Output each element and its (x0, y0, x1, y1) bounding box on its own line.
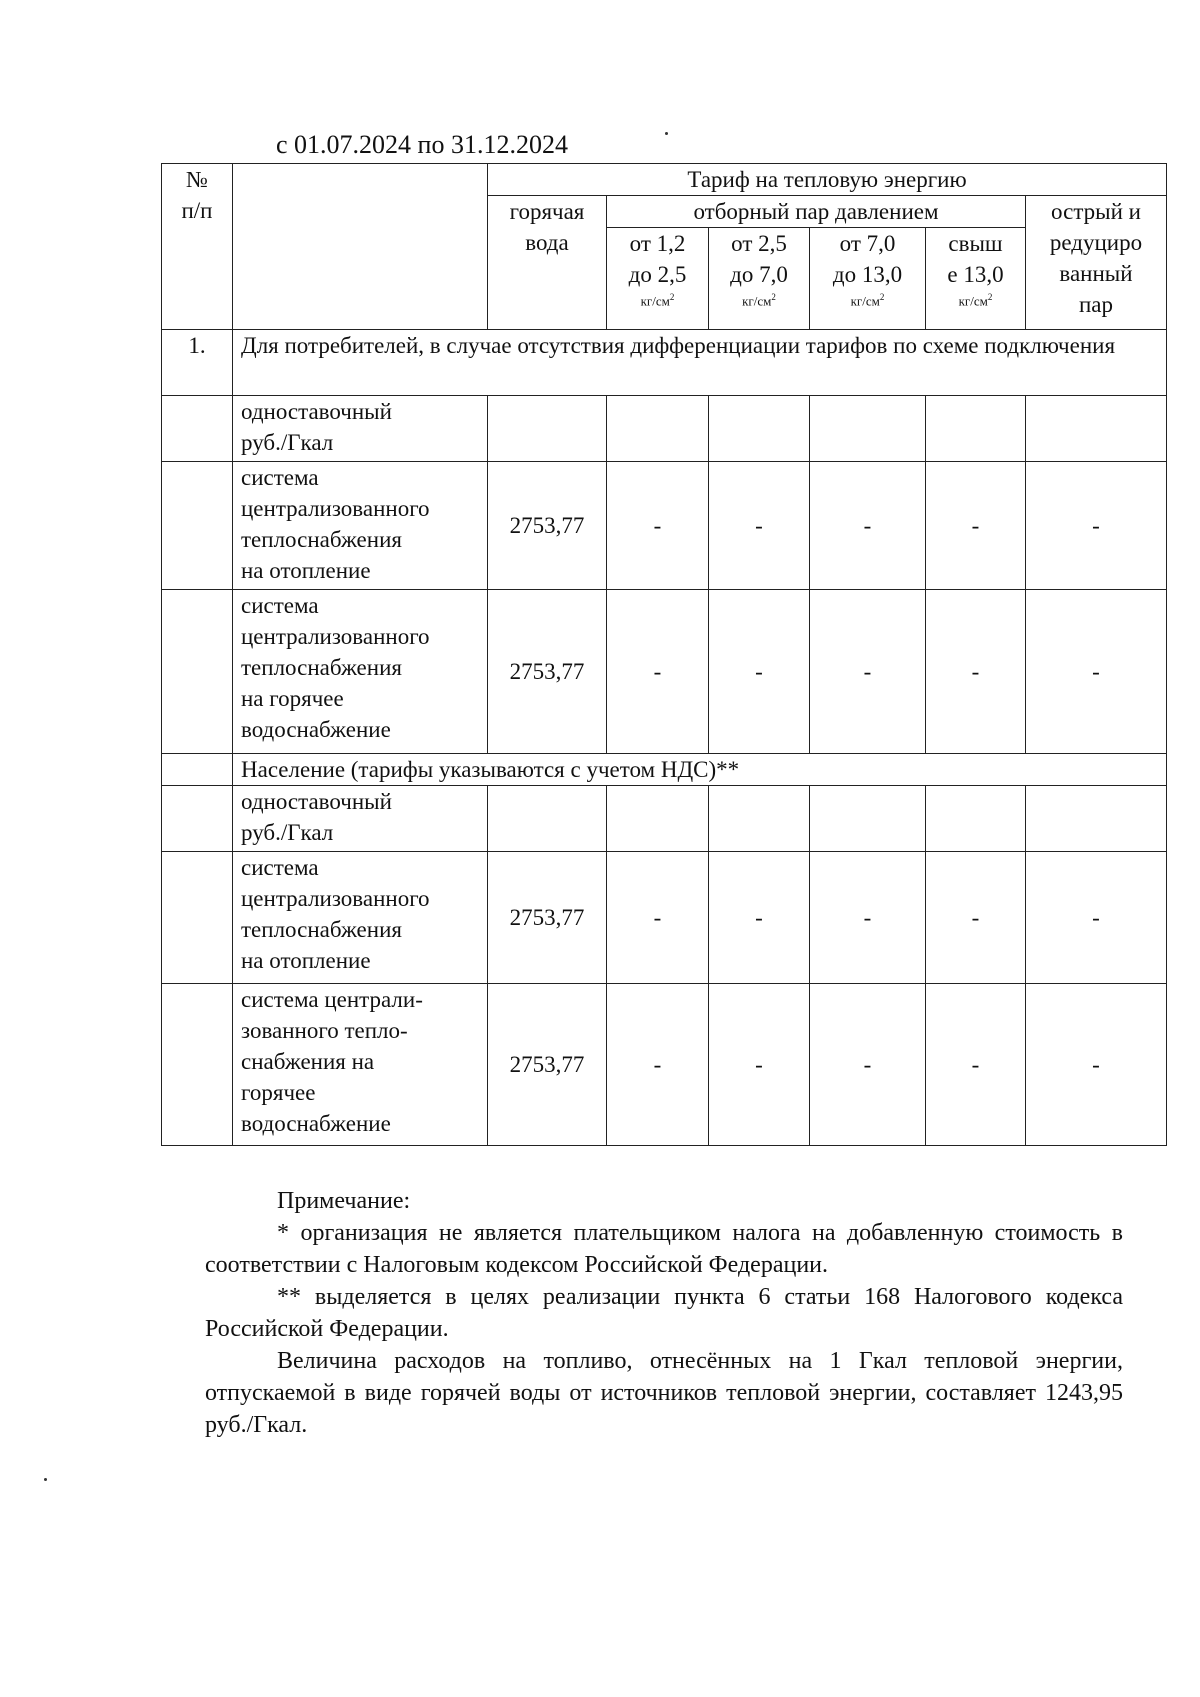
empty-num-cell (162, 984, 233, 1146)
sharp-steam-value (1026, 396, 1167, 462)
tariff-table (161, 163, 1167, 1146)
empty-num-cell (162, 852, 233, 984)
tariff-title: Тариф на тепловую энергию (488, 164, 1167, 196)
steam-value: - (607, 462, 709, 590)
steam-value: - (810, 984, 926, 1146)
steam-value: - (709, 590, 810, 754)
empty-num-cell (162, 462, 233, 590)
steam-col-range: от 2,5 до 7,0 (730, 231, 788, 287)
section-row (162, 330, 1167, 396)
section-title: Для потребителей, в случае отсутствия дифференциации тарифов по схеме подключения (233, 330, 1167, 396)
sharp-steam-value: - (1026, 590, 1167, 754)
unit-label (814, 290, 921, 308)
steam-col-range: от 7,0 до 13,0 (832, 231, 903, 287)
row-name: одноставочный руб./Гкал (233, 396, 488, 462)
table-row (162, 984, 1167, 1146)
steam-group-header: отборный пар давлением (607, 196, 1026, 228)
sharp-steam-value: - (1026, 852, 1167, 984)
empty-num-cell (162, 396, 233, 462)
table-row (162, 786, 1167, 852)
sharp-steam-header: острый и редуциро ванный пар (1026, 196, 1167, 330)
steam-value (607, 396, 709, 462)
table-row (162, 852, 1167, 984)
steam-value: - (926, 462, 1026, 590)
steam-value: - (607, 852, 709, 984)
name-header (233, 164, 488, 330)
sharp-steam-value: - (1026, 462, 1167, 590)
sharp-steam-value: - (1026, 984, 1167, 1146)
note-vat-exempt: * организация не является плательщиком налога на добавленную стоимость в соответствии с Налоговым кодексом Российской Федерации. (205, 1220, 1123, 1278)
hot-water-value: 2753,77 (488, 984, 607, 1146)
unit-label (930, 290, 1021, 308)
hot-water-value (488, 786, 607, 852)
row-name: система централизованного теплоснабжения на отопление (233, 852, 488, 984)
row-name: система централизованного теплоснабжения на горячее водоснабжение (233, 590, 488, 754)
row-name: одноставочный руб./Гкал (233, 786, 488, 852)
table-row (162, 462, 1167, 590)
steam-value: - (926, 590, 1026, 754)
empty-num-cell (162, 590, 233, 754)
hot-water-value: 2753,77 (488, 462, 607, 590)
unit-text: кг/см (958, 293, 988, 309)
num-header: № п/п (162, 164, 233, 330)
steam-value: - (926, 984, 1026, 1146)
header-row (162, 164, 1167, 196)
note-vat-allocated: ** выделяется в целях реализации пункта 6 статьи 168 Налогового кодекса Российской Федерации. (205, 1284, 1123, 1342)
table-row (162, 396, 1167, 462)
sharp-steam-value (1026, 786, 1167, 852)
steam-value (810, 786, 926, 852)
section-number: 1. (162, 330, 233, 396)
notes-block (205, 1185, 1123, 1441)
row-name: система централи- зованного тепло- снабжения на горячее водоснабжение (233, 984, 488, 1146)
steam-col-header (810, 228, 926, 330)
steam-col-header (607, 228, 709, 330)
steam-value (926, 786, 1026, 852)
unit-label (713, 290, 805, 308)
unit-exp: 2 (879, 292, 885, 302)
steam-value (810, 396, 926, 462)
empty-num-cell (162, 786, 233, 852)
steam-value (926, 396, 1026, 462)
steam-value: - (810, 590, 926, 754)
steam-value: - (709, 462, 810, 590)
hot-water-value (488, 396, 607, 462)
section-title: Население (тарифы указываются с учетом НДС)** (233, 754, 1167, 786)
steam-value: - (607, 590, 709, 754)
empty-num-cell (162, 754, 233, 786)
unit-exp: 2 (987, 292, 993, 302)
steam-value (607, 786, 709, 852)
section-row (162, 754, 1167, 786)
table-row (162, 590, 1167, 754)
notes-title: Примечание: (277, 1188, 411, 1214)
unit-text: кг/см (640, 293, 670, 309)
unit-text: кг/см (742, 293, 772, 309)
steam-col-header (709, 228, 810, 330)
steam-col-range: свыш е 13,0 (947, 231, 1004, 287)
hot-water-header: горячая вода (488, 196, 607, 330)
unit-exp: 2 (771, 292, 776, 302)
note-fuel-costs: Величина расходов на топливо, отнесённых на 1 Гкал тепловой энергии, отпускаемой в виде горячей воды от источников тепловой энергии, составляет 1243,95 руб./Гкал. (205, 1348, 1123, 1438)
steam-col-range: от 1,2 до 2,5 (628, 231, 687, 287)
steam-col-header (926, 228, 1026, 330)
hot-water-value: 2753,77 (488, 590, 607, 754)
scan-speck (665, 132, 668, 135)
steam-value: - (709, 852, 810, 984)
steam-value: - (607, 984, 709, 1146)
hot-water-value: 2753,77 (488, 852, 607, 984)
row-name: система централизованного теплоснабжения на отопление (233, 462, 488, 590)
steam-value (709, 786, 810, 852)
scan-speck (44, 1478, 47, 1481)
steam-value: - (709, 984, 810, 1146)
steam-value: - (810, 462, 926, 590)
tariff-period: с 01.07.2024 по 31.12.2024 (276, 130, 568, 159)
unit-exp: 2 (669, 292, 675, 302)
steam-value: - (926, 852, 1026, 984)
unit-text: кг/см (850, 293, 880, 309)
steam-value (709, 396, 810, 462)
steam-value: - (810, 852, 926, 984)
unit-label (611, 290, 704, 308)
